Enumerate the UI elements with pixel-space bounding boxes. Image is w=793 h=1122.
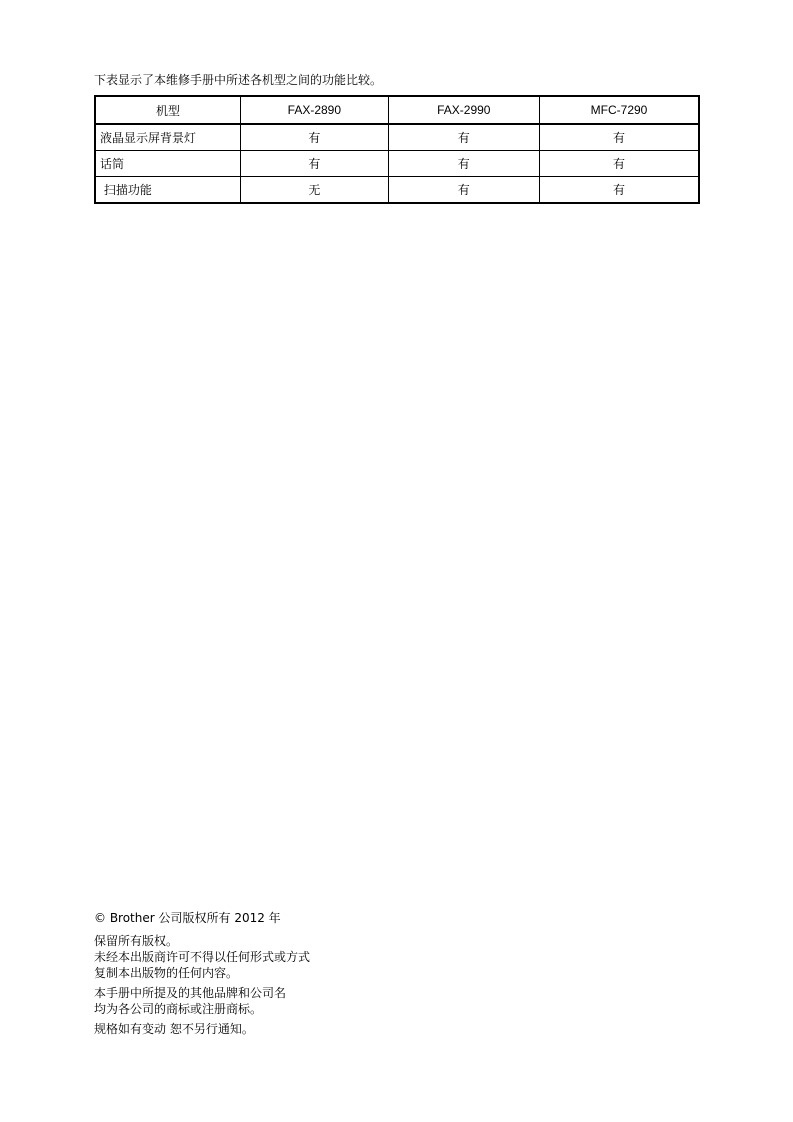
table-row [95, 177, 699, 204]
row-feature-label: 液晶显示屏背景灯 [95, 124, 241, 151]
intro-text: 下表显示了本维修手册中所述各机型之间的功能比较。 [94, 73, 383, 87]
trademark-line: 本手册中所提及的其他品牌和公司名 [94, 986, 287, 1000]
header-fax-2890: FAX-2890 [241, 96, 388, 124]
trademark-paragraph [94, 985, 310, 1017]
copyright-footer [94, 910, 310, 1041]
header-mfc-7290: MFC-7290 [540, 96, 699, 124]
table-cell: 有 [540, 124, 699, 151]
rights-line: 未经本出版商许可不得以任何形式或方式 [94, 950, 311, 964]
table-cell: 有 [241, 124, 388, 151]
header-model: 机型 [95, 96, 241, 124]
table-cell: 有 [388, 151, 539, 177]
trademark-line: 均为各公司的商标或注册商标。 [94, 1002, 263, 1016]
table-cell: 有 [388, 124, 539, 151]
table-header-row [95, 96, 699, 124]
table-cell: 无 [241, 177, 388, 204]
header-fax-2990: FAX-2990 [388, 96, 539, 124]
table-cell: 有 [540, 177, 699, 204]
copyright-line: © Brother 公司版权所有 2012 年 [94, 911, 281, 925]
rights-line: 复制本出版物的任何内容。 [94, 966, 239, 980]
table-cell: 有 [388, 177, 539, 204]
table-row [95, 124, 699, 151]
row-feature-label: 扫描功能 [95, 177, 241, 204]
feature-comparison-table [94, 95, 700, 204]
row-feature-label: 话筒 [95, 151, 241, 177]
table-row [95, 151, 699, 177]
notice-line: 规格如有变动 恕不另行通知。 [94, 1022, 254, 1036]
table-cell: 有 [241, 151, 388, 177]
rights-line: 保留所有版权。 [94, 934, 179, 948]
table-cell: 有 [540, 151, 699, 177]
rights-paragraph [94, 933, 310, 981]
